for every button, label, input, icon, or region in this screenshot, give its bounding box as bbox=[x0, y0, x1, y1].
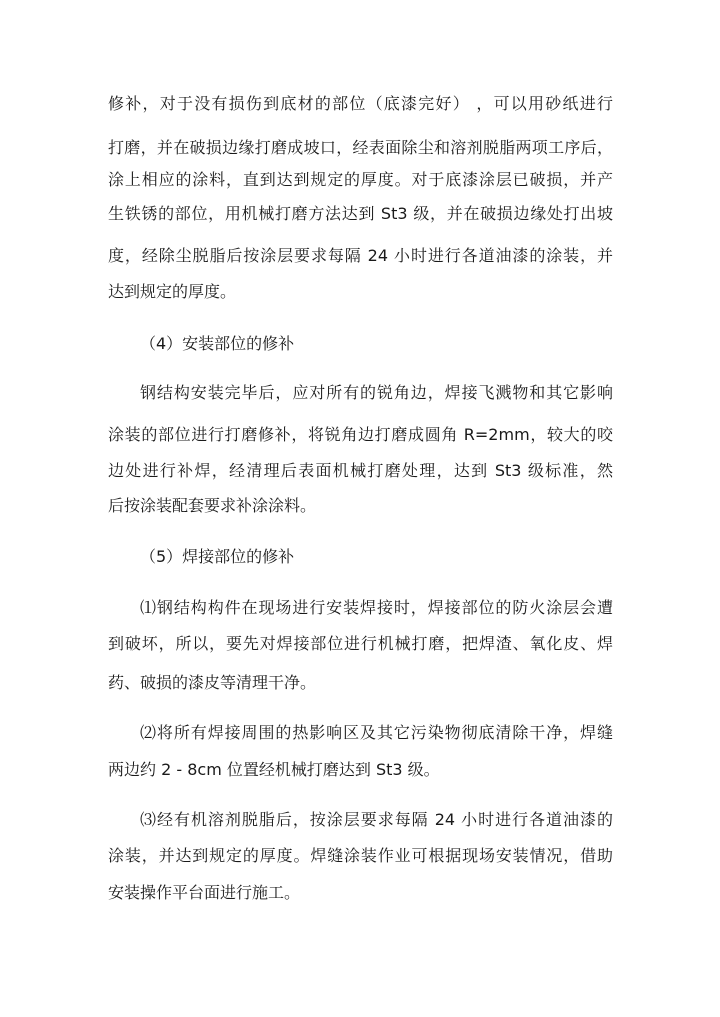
list-item-line: 涂装，并达到规定的厚度。焊缝涂装作业可根据现场安装情况，借助 bbox=[108, 846, 613, 865]
paragraph-line: 生铁锈的部位，用机械打磨方法达到 St3 级，并在破损边缘处打出坡 bbox=[108, 204, 613, 223]
paragraph-line: 度，经除尘脱脂后按涂层要求每隔 24 小时进行各道油漆的涂装，并 bbox=[108, 246, 613, 265]
list-item-line: 两边约 2 - 8cm 位置经机械打磨达到 St3 级。 bbox=[108, 760, 440, 779]
list-item-line: 安装操作平台面进行施工。 bbox=[108, 883, 301, 902]
paragraph-line: 涂上相应的涂料，直到达到规定的厚度。对于底漆涂层已破损，并产 bbox=[108, 170, 613, 189]
paragraph-line: 边处进行补焊，经清理后表面机械打磨处理，达到 St3 级标准，然 bbox=[108, 461, 613, 480]
paragraph-line: 打磨，并在破损边缘打磨成坡口，经表面除尘和溶剂脱脂两项工序后， bbox=[108, 138, 613, 157]
list-item-line: ⑶经有机溶剂脱脂后，按涂层要求每隔 24 小时进行各道油漆的 bbox=[140, 810, 613, 829]
paragraph-line: 达到规定的厚度。 bbox=[108, 282, 237, 301]
list-item-line: ⑵将所有焊接周围的热影响区及其它污染物彻底清除干净，焊缝 bbox=[140, 723, 613, 742]
list-item-line: 药、破损的漆皮等清理干净。 bbox=[108, 673, 317, 692]
paragraph-line: 修补，对于没有损伤到底材的部位（底漆完好） ，可以用砂纸进行 bbox=[108, 94, 613, 113]
list-item-line: ⑴钢结构构件在现场进行安装焊接时，焊接部位的防火涂层会遭 bbox=[140, 598, 613, 617]
list-item-line: 到破坏，所以，要先对焊接部位进行机械打磨，把焊渣、氧化皮、焊 bbox=[108, 634, 613, 653]
paragraph-line: 涂装的部位进行打磨修补，将锐角边打磨成圆角 R=2mm，较大的咬 bbox=[108, 425, 613, 444]
paragraph-line: 钢结构安装完毕后，应对所有的锐角边，焊接飞溅物和其它影响 bbox=[140, 383, 613, 402]
section-heading-4: （4）安装部位的修补 bbox=[140, 334, 295, 353]
section-heading-5: （5）焊接部位的修补 bbox=[140, 547, 295, 566]
paragraph-line: 后按涂装配套要求补涂涂料。 bbox=[108, 496, 317, 515]
